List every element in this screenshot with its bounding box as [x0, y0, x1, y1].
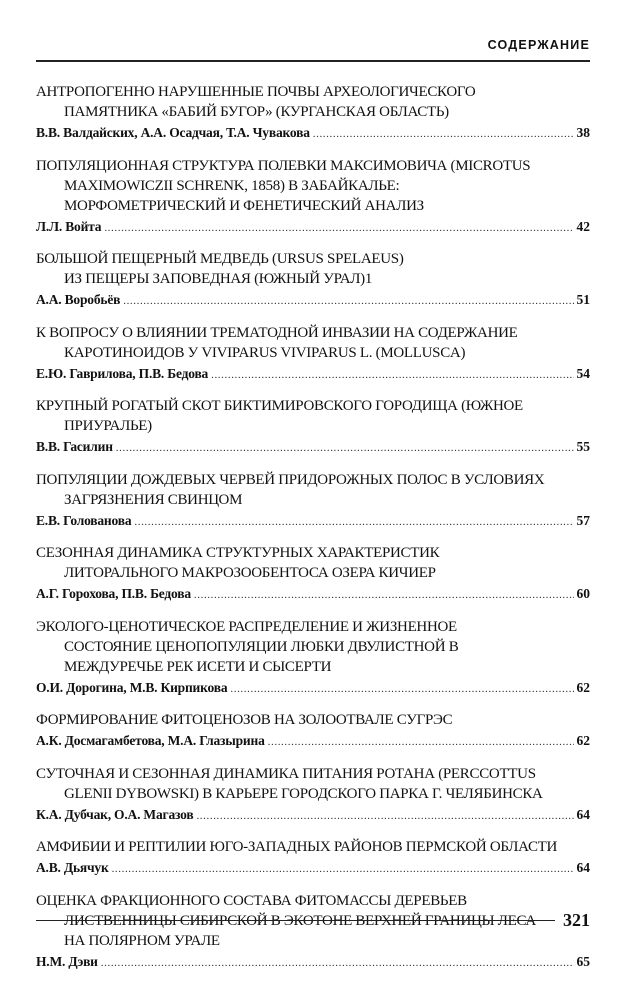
entry-title-line: ПОПУЛЯЦИИ ДОЖДЕВЫХ ЧЕРВЕЙ ПРИДОРОЖНЫХ ПОЛОС В УСЛОВИЯХ — [36, 471, 545, 488]
entry-page: 62 — [576, 679, 590, 695]
entry-authors-row — [36, 217, 590, 238]
entry-authors-row — [36, 511, 590, 532]
entry-title-line: АНТРОПОГЕННО НАРУШЕННЫЕ ПОЧВЫ АРХЕОЛОГИЧЕСКОГО — [36, 84, 476, 100]
entry-title-line: ПОПУЛЯЦИОННАЯ СТРУКТУРА ПОЛЕВКИ МАКСИМОВИЧА (MICROTUS — [36, 157, 531, 174]
entry-authors: Л.Л. Войта — [36, 218, 102, 234]
leader-dots — [112, 858, 574, 879]
entry-authors: А.К. Досмагамбетова, М.А. Глазырина — [36, 733, 265, 748]
entry-title-line: КАРОТИНОИДОВ У VIVIPARUS VIVIPARUS L. (MOLLUSCA) — [64, 344, 466, 361]
entry-authors: К.А. Дубчак, О.А. Магазов — [36, 806, 194, 822]
toc-list — [36, 82, 590, 984]
entry-authors-row — [36, 290, 590, 311]
leader-dots — [116, 437, 574, 458]
entry-authors-row — [36, 437, 590, 458]
entry-authors: Е.Ю. Гаврилова, П.В. Бедова — [36, 365, 209, 381]
leader-dots — [104, 217, 573, 238]
entry-title-line: К ВОПРОСУ О ВЛИЯНИИ ТРЕМАТОДНОЙ ИНВАЗИИ НА СОДЕРЖАНИЕ — [36, 324, 518, 341]
leader-dots — [196, 805, 573, 826]
entry-page: 38 — [576, 125, 590, 140]
entry-title-line: КРУПНЫЙ РОГАТЫЙ СКОТ БИКТИМИРОВСКОГО ГОРОДИЩА (ЮЖНОЕ — [36, 398, 523, 414]
entry-title-line: ПАМЯТНИКА «БАБИЙ БУГОР» (КУРГАНСКАЯ ОБЛАСТЬ) — [64, 104, 449, 120]
section-title: СОДЕРЖАНИЕ — [487, 38, 590, 52]
toc-entry[interactable] — [36, 617, 590, 699]
entry-title-line: МЕЖДУРЕЧЬЕ РЕК ИСЕТИ И СЫСЕРТИ — [64, 658, 332, 675]
entry-title-line: ЭКОЛОГО-ЦЕНОТИЧЕСКОЕ РАСПРЕДЕЛЕНИЕ И ЖИЗНЕННОЕ — [36, 618, 457, 635]
toc-entry[interactable] — [36, 543, 590, 605]
entry-authors-row — [36, 952, 590, 973]
toc-entry[interactable] — [36, 470, 590, 532]
entry-title-line: СЕЗОННАЯ ДИНАМИКА СТРУКТУРНЫХ ХАРАКТЕРИСТИК — [36, 545, 440, 561]
entry-authors-row — [36, 364, 590, 385]
entry-page: 55 — [576, 439, 590, 454]
entry-authors-row — [36, 584, 590, 605]
entry-page: 42 — [576, 218, 590, 234]
entry-authors: В.В. Гасилин — [36, 439, 113, 454]
entry-page: 64 — [576, 806, 590, 822]
toc-entry[interactable] — [36, 82, 590, 144]
entry-authors: О.И. Дорогина, М.В. Кирпикова — [36, 679, 228, 695]
entry-title-line: БОЛЬШОЙ ПЕЩЕРНЫЙ МЕДВЕДЬ (URSUS SPELAEUS) — [36, 251, 404, 267]
entry-page: 51 — [576, 292, 590, 307]
entry-authors-row — [36, 678, 590, 699]
entry-page: 65 — [576, 953, 590, 969]
leader-dots — [101, 952, 574, 973]
entry-authors-row — [36, 123, 590, 144]
entry-page: 60 — [576, 586, 590, 601]
entry-title-line: ЛИТОРАЛЬНОГО МАКРОЗООБЕНТОСА ОЗЕРА КИЧИЕР — [64, 565, 436, 581]
entry-authors: Н.М. Дэви — [36, 953, 98, 969]
page-footer — [36, 908, 590, 932]
entry-title-line: MAXIMOWICZII SCHRENK, 1858) В ЗАБАЙКАЛЬЕ: — [64, 177, 400, 194]
leader-dots — [268, 731, 574, 752]
entry-title-line: ПРИУРАЛЬЕ) — [64, 418, 152, 434]
leader-dots — [313, 123, 574, 144]
toc-entry[interactable] — [36, 323, 590, 385]
entry-authors: В.В. Валдайских, А.А. Осадчая, Т.А. Чувакова — [36, 125, 310, 140]
entry-title-line: ФОРМИРОВАНИЕ ФИТОЦЕНОЗОВ НА ЗОЛООТВАЛЕ СУГРЭС — [36, 712, 453, 728]
entry-page: 64 — [576, 860, 590, 875]
entry-authors: А.В. Дьячук — [36, 860, 109, 875]
entry-page: 62 — [576, 733, 590, 748]
entry-title-line: НА ПОЛЯРНОМ УРАЛЕ — [64, 932, 220, 949]
leader-dots — [134, 511, 573, 532]
entry-title-line: МОРФОМЕТРИЧЕСКИЙ И ФЕНЕТИЧЕСКИЙ АНАЛИЗ — [64, 197, 424, 214]
entry-page: 57 — [576, 512, 590, 528]
entry-authors-row — [36, 805, 590, 826]
leader-dots — [123, 290, 573, 311]
toc-entry[interactable] — [36, 156, 590, 238]
entry-authors-row — [36, 858, 590, 879]
leader-dots — [194, 584, 574, 605]
entry-title-line: ИЗ ПЕЩЕРЫ ЗАПОВЕДНАЯ (ЮЖНЫЙ УРАЛ)1 — [64, 271, 373, 287]
entry-title-line: ЛИСТВЕННИЦЫ СИБИРСКОЙ В ЭКОТОНЕ ВЕРХНЕЙ ГРАНИЦЫ ЛЕСА — [64, 912, 536, 929]
entry-page: 54 — [576, 365, 590, 381]
footer-rule — [36, 920, 555, 921]
page-number: 321 — [563, 909, 590, 930]
entry-authors: Е.В. Голованова — [36, 512, 132, 528]
entry-title-line: ЗАГРЯЗНЕНИЯ СВИНЦОМ — [64, 491, 243, 508]
toc-entry[interactable] — [36, 837, 590, 879]
leader-dots — [211, 364, 573, 385]
toc-entry[interactable] — [36, 249, 590, 311]
entry-title-line: СУТОЧНАЯ И СЕЗОННАЯ ДИНАМИКА ПИТАНИЯ РОТАНА (PERCCOTTUS — [36, 765, 536, 782]
entry-title-line: АМФИБИИ И РЕПТИЛИИ ЮГО-ЗАПАДНЫХ РАЙОНОВ ПЕРМСКОЙ ОБЛАСТИ — [36, 839, 558, 855]
toc-entry[interactable] — [36, 764, 590, 826]
entry-authors: А.А. Воробьёв — [36, 292, 121, 307]
entry-title-line: СОСТОЯНИЕ ЦЕНОПОПУЛЯЦИИ ЛЮБКИ ДВУЛИСТНОЙ В — [64, 638, 459, 655]
toc-entry[interactable] — [36, 396, 590, 458]
entry-authors-row — [36, 731, 590, 752]
entry-title-line: ОЦЕНКА ФРАКЦИОННОГО СОСТАВА ФИТОМАССЫ ДЕРЕВЬЕВ — [36, 892, 467, 909]
entry-authors: А.Г. Горохова, П.В. Бедова — [36, 586, 191, 601]
entry-title-line: GLENII DYBOWSKI) В КАРЬЕРЕ ГОРОДСКОГО ПАРКА Г. ЧЕЛЯБИНСКА — [64, 785, 543, 802]
toc-entry[interactable] — [36, 710, 590, 752]
running-header — [36, 38, 590, 62]
leader-dots — [230, 678, 573, 699]
